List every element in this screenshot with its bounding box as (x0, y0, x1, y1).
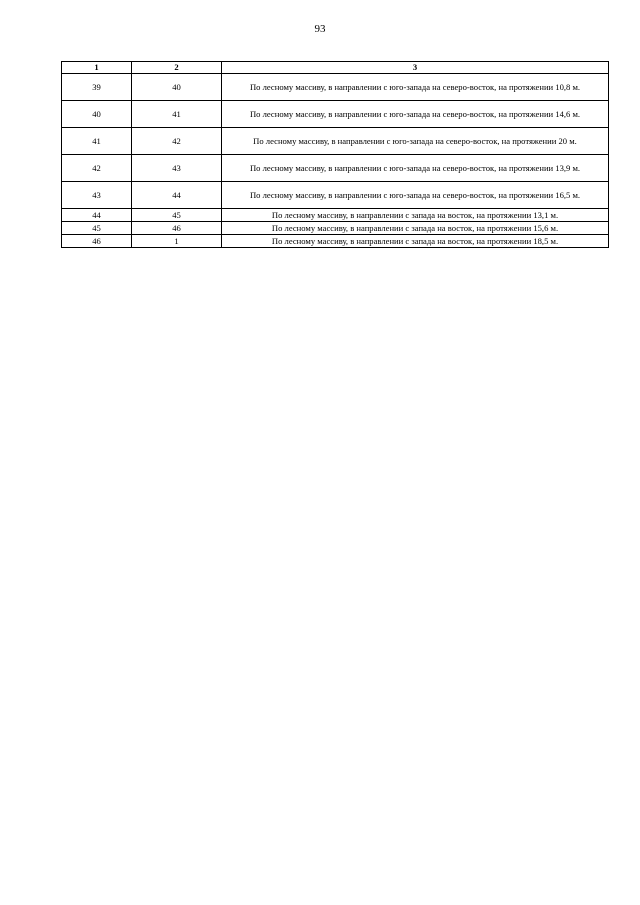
description-cell: По лесному массиву, в направлении с юго-запада на северо-восток, на протяжении 14,6 м. (222, 101, 609, 128)
description-cell: По лесному массиву, в направлении с юго-запада на северо-восток, на протяжении 16,5 м. (222, 182, 609, 209)
description-cell: По лесному массиву, в направлении с запада на восток, на протяжении 18,5 м. (222, 235, 609, 248)
to-point-cell: 40 (132, 74, 222, 101)
column-header-1: 1 (62, 62, 132, 74)
from-point-cell: 39 (62, 74, 132, 101)
from-point-cell: 43 (62, 182, 132, 209)
from-point-cell: 40 (62, 101, 132, 128)
from-point-cell: 41 (62, 128, 132, 155)
page-number: 93 (314, 23, 326, 35)
from-point-cell: 45 (62, 222, 132, 235)
column-header-2: 2 (132, 62, 222, 74)
boundary-description-table (61, 61, 609, 248)
from-point-cell: 46 (62, 235, 132, 248)
description-cell: По лесному массиву, в направлении с запада на восток, на протяжении 13,1 м. (222, 209, 609, 222)
table-row (62, 74, 609, 101)
from-point-cell: 44 (62, 209, 132, 222)
description-cell: По лесному массиву, в направлении с юго-запада на северо-восток, на протяжении 10,8 м. (222, 74, 609, 101)
table-header-row (62, 62, 609, 74)
table-row (62, 101, 609, 128)
table-row (62, 128, 609, 155)
description-cell: По лесному массиву, в направлении с юго-запада на северо-восток, на протяжении 20 м. (222, 128, 609, 155)
table-row (62, 235, 609, 248)
column-header-3: 3 (222, 62, 609, 74)
to-point-cell: 44 (132, 182, 222, 209)
to-point-cell: 41 (132, 101, 222, 128)
table-row (62, 155, 609, 182)
table-row (62, 222, 609, 235)
table-row (62, 182, 609, 209)
to-point-cell: 43 (132, 155, 222, 182)
description-cell: По лесному массиву, в направлении с запада на восток, на протяжении 15,6 м. (222, 222, 609, 235)
to-point-cell: 42 (132, 128, 222, 155)
to-point-cell: 45 (132, 209, 222, 222)
from-point-cell: 42 (62, 155, 132, 182)
to-point-cell: 46 (132, 222, 222, 235)
description-cell: По лесному массиву, в направлении с юго-запада на северо-восток, на протяжении 13,9 м. (222, 155, 609, 182)
to-point-cell: 1 (132, 235, 222, 248)
table-row (62, 209, 609, 222)
